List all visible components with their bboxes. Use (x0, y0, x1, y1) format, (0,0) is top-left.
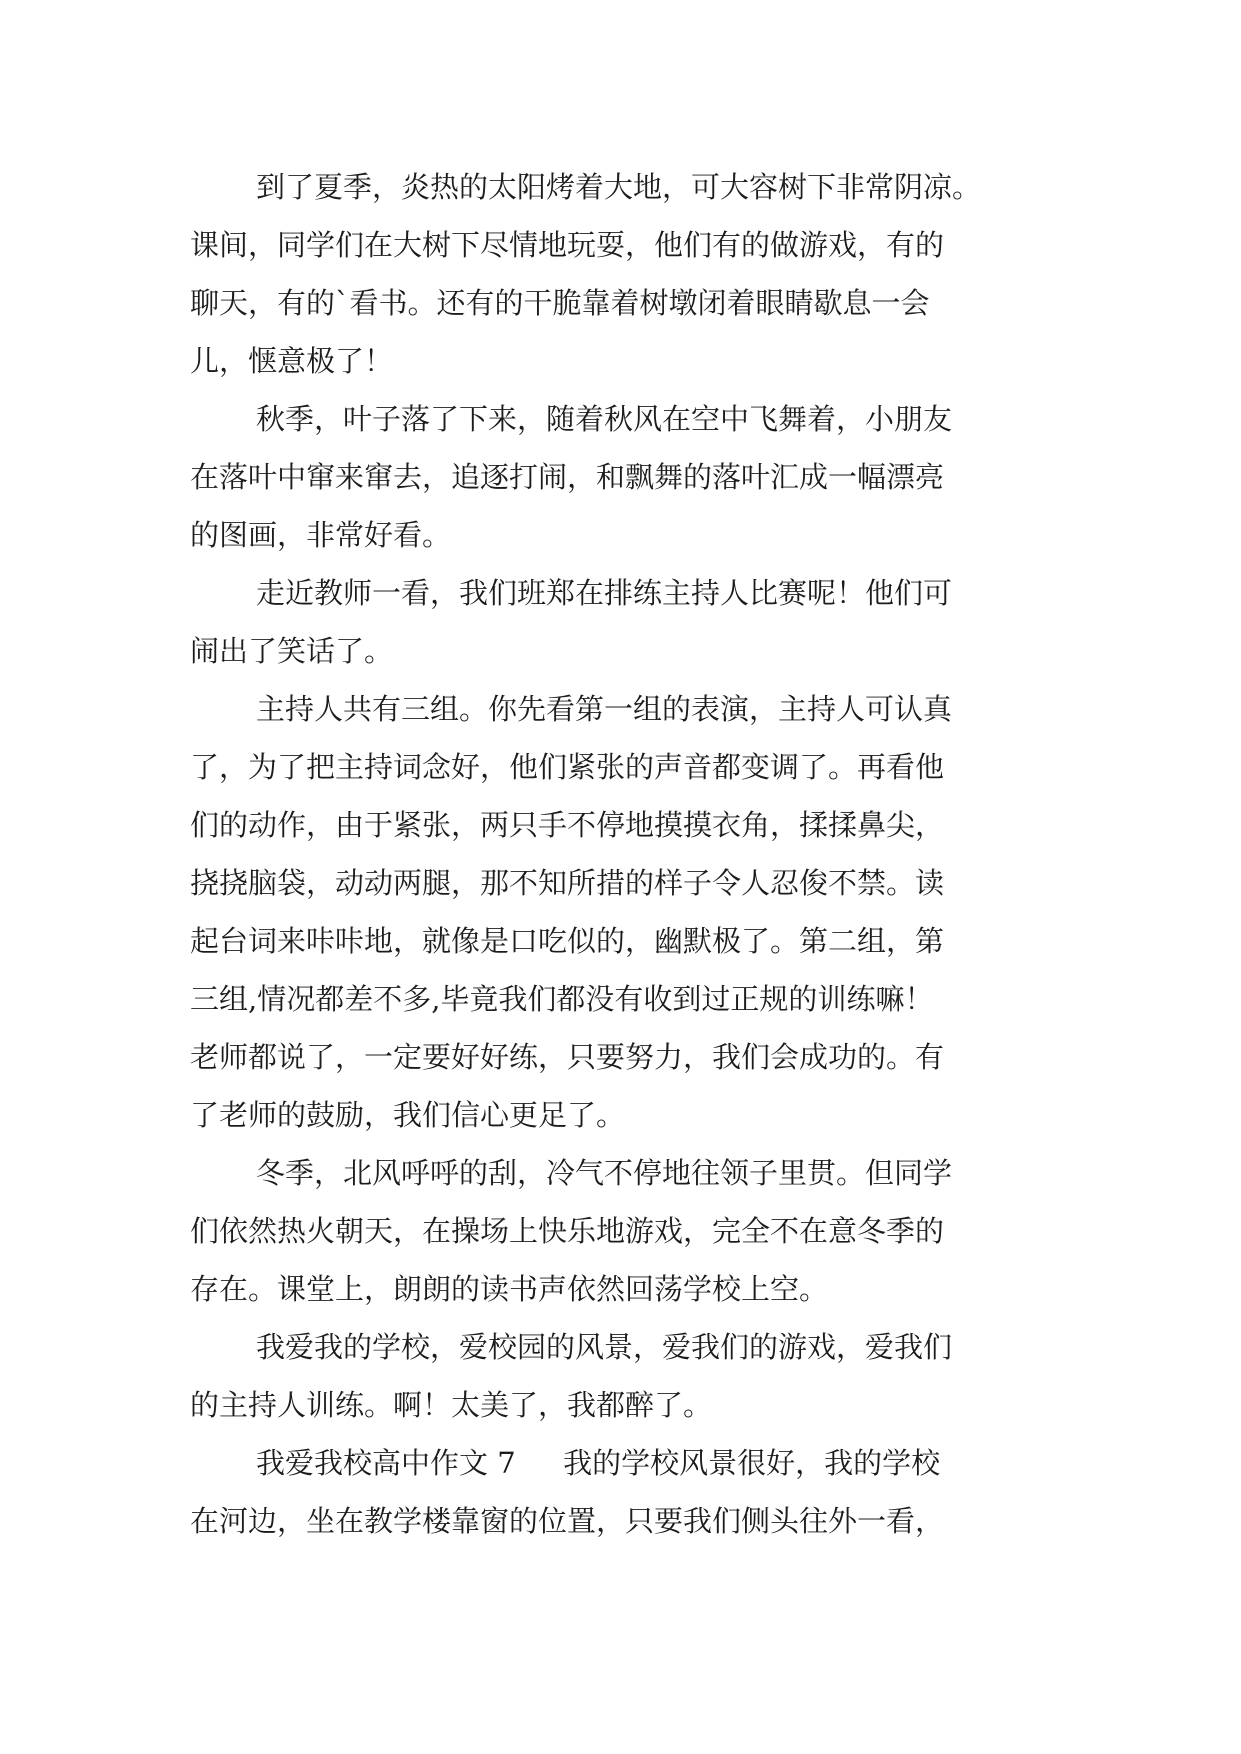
text-line: 们的动作，由于紧张，两只手不停地摸摸衣角，揉揉鼻尖， (190, 808, 945, 842)
text-line: 闹出了笑话了。 (190, 634, 394, 668)
text-line: 三组,情况都差不多,毕竟我们都没有收到过正规的训练嘛！ (190, 982, 934, 1016)
text-line: 起台词来咔咔地，就像是口吃似的，幽默极了。第二组，第 (190, 924, 945, 958)
text-line: 课间，同学们在大树下尽情地玩耍，他们有的做游戏，有的 (190, 228, 945, 262)
text-line: 老师都说了，一定要好好练，只要努力，我们会成功的。有 (190, 1040, 945, 1074)
text-line: 冬季，北风呼呼的刮，冷气不停地往领子里贯。但同学 (256, 1156, 953, 1190)
text-line: 了老师的鼓励，我们信心更足了。 (190, 1098, 626, 1132)
text-line: 存在。课堂上，朗朗的读书声依然回荡学校上空。 (190, 1272, 829, 1306)
text-line: 聊天，有的`看书。还有的干脆靠着树墩闭着眼睛歇息一会 (190, 286, 930, 320)
text-line: 秋季，叶子落了下来，随着秋风在空中飞舞着，小朋友 (256, 402, 953, 436)
text-line: 在落叶中窜来窜去，追逐打闹，和飘舞的落叶汇成一幅漂亮 (190, 460, 945, 494)
text-line: 的图画，非常好看。 (190, 518, 452, 552)
document-body (190, 158, 1050, 1550)
text-line: 儿，惬意极了！ (190, 344, 394, 378)
text-line: 走近教师一看，我们班郑在排练主持人比赛呢！他们可 (256, 576, 953, 610)
text-line: 到了夏季，炎热的太阳烤着大地，可大容树下非常阴凉。 (256, 170, 982, 204)
text-line: 主持人共有三组。你先看第一组的表演，主持人可认真 (256, 692, 953, 726)
text-line: 的主持人训练。啊！太美了，我都醉了。 (190, 1388, 713, 1422)
text-line: 了，为了把主持词念好，他们紧张的声音都变调了。再看他 (190, 750, 945, 784)
text-line: 我爱我校高中作文 7 我的学校风景很好，我的学校 (256, 1446, 941, 1480)
text-line: 们依然热火朝天，在操场上快乐地游戏，完全不在意冬季的 (190, 1214, 945, 1248)
text-line: 我爱我的学校，爱校园的风景，爱我们的游戏，爱我们 (256, 1330, 953, 1364)
text-line: 挠挠脑袋，动动两腿，那不知所措的样子令人忍俊不禁。读 (190, 866, 945, 900)
text-line: 在河边，坐在教学楼靠窗的位置，只要我们侧头往外一看， (190, 1504, 945, 1538)
